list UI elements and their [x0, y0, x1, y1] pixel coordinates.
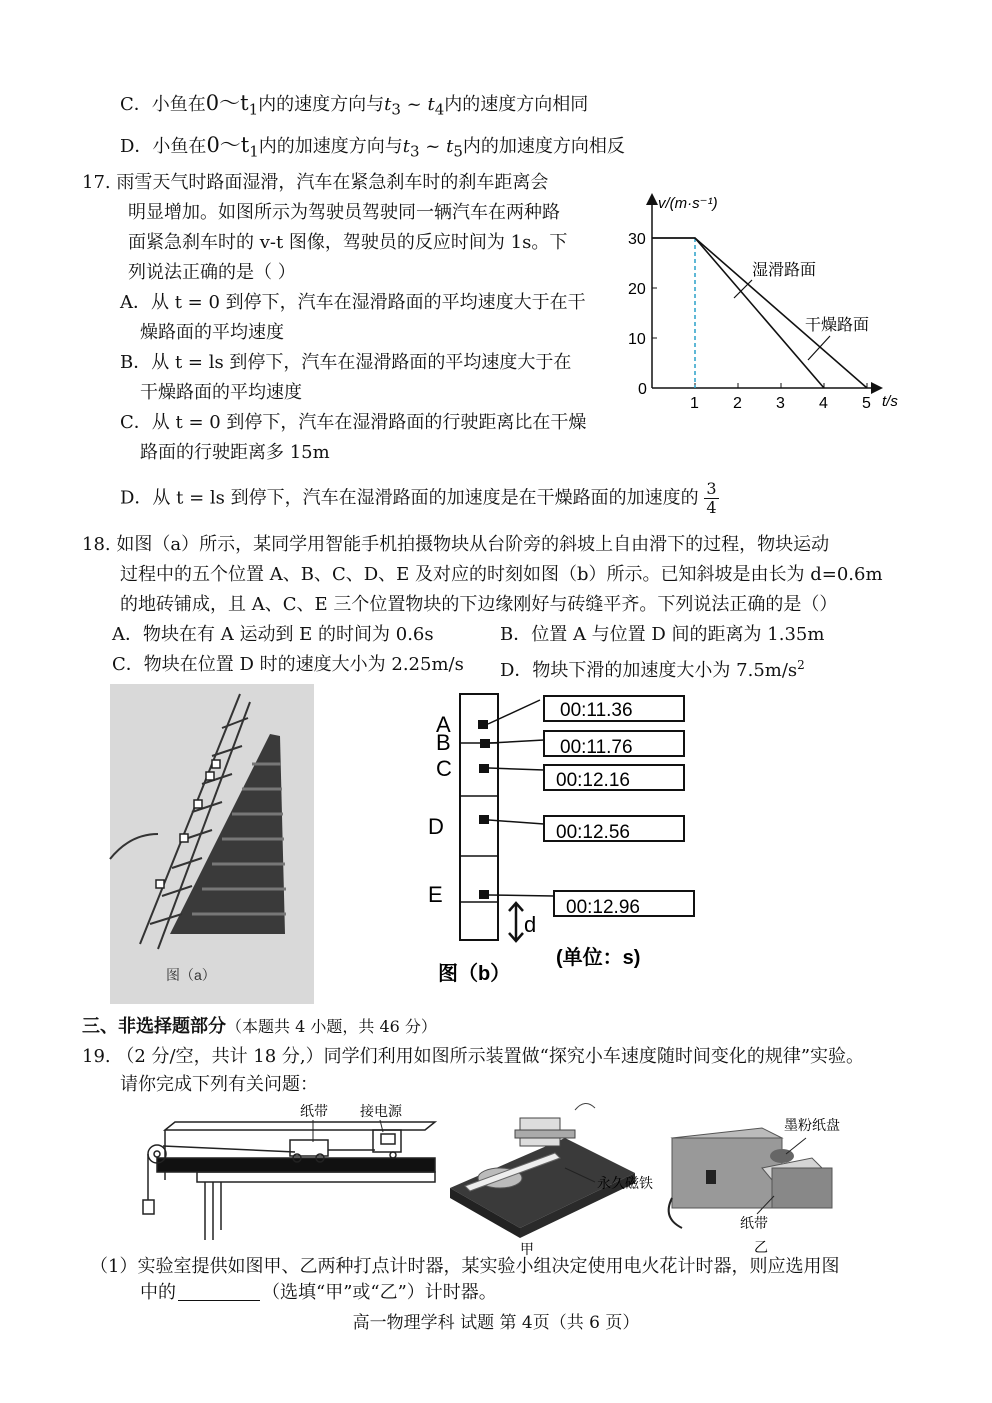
- answer-blank[interactable]: [178, 1282, 260, 1301]
- q18-stem-line-1: 18. 如图（a）所示，某同学用智能手机拍摄物块从台阶旁的斜坡上自由滑下的过程，物块运动: [82, 534, 830, 555]
- x-tick-label: 3: [776, 395, 785, 412]
- q16-option-c: C．小鱼在$0\sim t_1$内的速度方向与$t_3$ ~ $t_4$内的速度方向相同: [120, 91, 589, 119]
- q19-stem-line-2: 请你完成下列有关问题：: [120, 1074, 318, 1095]
- position-label-e: E: [428, 882, 443, 907]
- vt-chart: [620, 188, 920, 418]
- position-label-c: C: [436, 756, 452, 781]
- figure-b-caption: 图（b）: [438, 963, 511, 985]
- q19-stem-line-1: 19. （2 分/空，共计 18 分,）同学们利用如图所示装置做“探究小车速度随时间变化的规律”实验。: [82, 1046, 865, 1067]
- section-3-heading: 三、非选择题部分（本题共 4 小题，共 46 分）: [82, 1016, 437, 1037]
- q17-option-a-line-1: A．从 t = 0 到停下，汽车在湿滑路面的平均速度大于在干: [120, 292, 586, 313]
- time-c: 00:12.16: [556, 770, 630, 791]
- q18-stem-line-3: 的地砖铺成，且 A、C、E 三个位置物块的下边缘刚好与砖缝平齐。下列说法正确的是（）: [120, 594, 838, 615]
- x-tick-label: 2: [733, 395, 742, 412]
- d-label: d: [524, 912, 537, 937]
- x-tick-label: 5: [862, 395, 871, 412]
- x-tick-label: 1: [690, 395, 699, 412]
- apparatus-figure: [135, 1100, 435, 1250]
- x-axis-label: t/s: [882, 393, 898, 410]
- q17-stem-line-4: 列说法正确的是（ ）: [128, 262, 296, 283]
- q17-stem-line-1: 17. 雨雪天气时路面湿滑，汽车在紧急刹车时的刹车距离会: [82, 172, 549, 193]
- series-line-dry: [652, 238, 824, 388]
- figure-a-photo: [110, 684, 314, 1004]
- time-d: 00:12.56: [556, 822, 630, 843]
- q18-option-a: A．物块在有 A 运动到 E 的时间为 0.6s: [112, 624, 434, 645]
- q19-sub1-line-1: （1）实验室提供如图甲、乙两种打点计时器，某实验小组决定使用电火花计时器，则应选用图: [90, 1256, 840, 1277]
- q19-sub1-line-2: 中的 （选填“甲”或“乙”）计时器。: [140, 1282, 497, 1303]
- y-tick-label: 30: [628, 231, 646, 248]
- label-jia: 甲: [520, 1241, 534, 1257]
- series-label-wet: 湿滑路面: [752, 262, 817, 279]
- q17-option-c-line-1: C．从 t = 0 到停下，汽车在湿滑路面的行驶距离比在干燥: [120, 412, 587, 433]
- q18-option-b: B．位置 A 与位置 D 间的距离为 1.35m: [500, 624, 825, 645]
- y-tick-label: 10: [628, 331, 646, 348]
- position-label-b: B: [436, 730, 451, 755]
- label-power: 接电源: [360, 1103, 402, 1119]
- y-axis-label: v/(m·s⁻¹): [658, 195, 718, 212]
- y-tick-label: 0: [638, 381, 647, 398]
- time-e: 00:12.96: [566, 897, 640, 918]
- label-magnet: 永久磁铁: [597, 1175, 653, 1191]
- figure-a-caption: 图（a）: [166, 967, 216, 983]
- x-tick-label: 4: [819, 395, 828, 412]
- q17-option-c-line-2: 路面的行驶距离多 15m: [140, 442, 330, 463]
- q17-stem-line-3: 面紧急刹车时的 v-t 图像，驾驶员的反应时间为 1s。下: [128, 232, 568, 253]
- series-label-wet-leader: [734, 280, 752, 298]
- timer-jia-figure: [445, 1098, 653, 1258]
- label-paper-tape: 纸带: [300, 1103, 328, 1119]
- position-label-d: D: [428, 814, 444, 839]
- page-footer: 高一物理学科 试题 第 4页（共 6 页）: [352, 1313, 640, 1333]
- q18-stem-line-2: 过程中的五个位置 A、B、C、D、E 及对应的时刻如图（b）所示。已知斜坡是由长为 d=0.6m: [120, 564, 883, 585]
- label-yi: 乙: [754, 1239, 768, 1255]
- q18-option-c: C．物块在位置 D 时的速度大小为 2.25m/s: [112, 654, 464, 675]
- q17-option-b-line-1: B．从 t = ls 到停下，汽车在湿滑路面的平均速度大于在: [120, 352, 572, 373]
- unit-label: (单位：s): [556, 947, 641, 969]
- series-label-dry: 干燥路面: [805, 317, 870, 334]
- fraction: $\frac{3}{4}$: [706, 479, 717, 517]
- time-b: 00:11.76: [560, 737, 633, 758]
- q17-option-a-line-2: 燥路面的平均速度: [140, 322, 284, 343]
- label-paper-tape-2: 纸带: [740, 1215, 768, 1231]
- time-a: 00:11.36: [560, 700, 633, 721]
- q17-option-d: D．从 t = ls 到停下，汽车在湿滑路面的加速度是在干燥路面的加速度的 $\frac{3}{4}$: [120, 479, 717, 517]
- q16-option-d: D．小鱼在$0\sim t_1$内的加速度方向与$t_3$ ~ $t_5$内的加速度方向相反: [120, 133, 625, 161]
- q17-option-b-line-2: 干燥路面的平均速度: [140, 382, 302, 403]
- label-ink-disk: 墨粉纸盘: [784, 1117, 840, 1133]
- q18-option-d: D．物块下滑的加速度大小为 $7.5m/s^2$: [500, 658, 805, 681]
- y-tick-label: 20: [628, 281, 646, 298]
- q17-stem-line-2: 明显增加。如图所示为驾驶员驾驶同一辆汽车在两种路: [128, 202, 560, 223]
- timer-yi-figure: [662, 1108, 892, 1256]
- figure-b-diagram: [420, 688, 720, 994]
- position-label-a: A: [436, 712, 451, 737]
